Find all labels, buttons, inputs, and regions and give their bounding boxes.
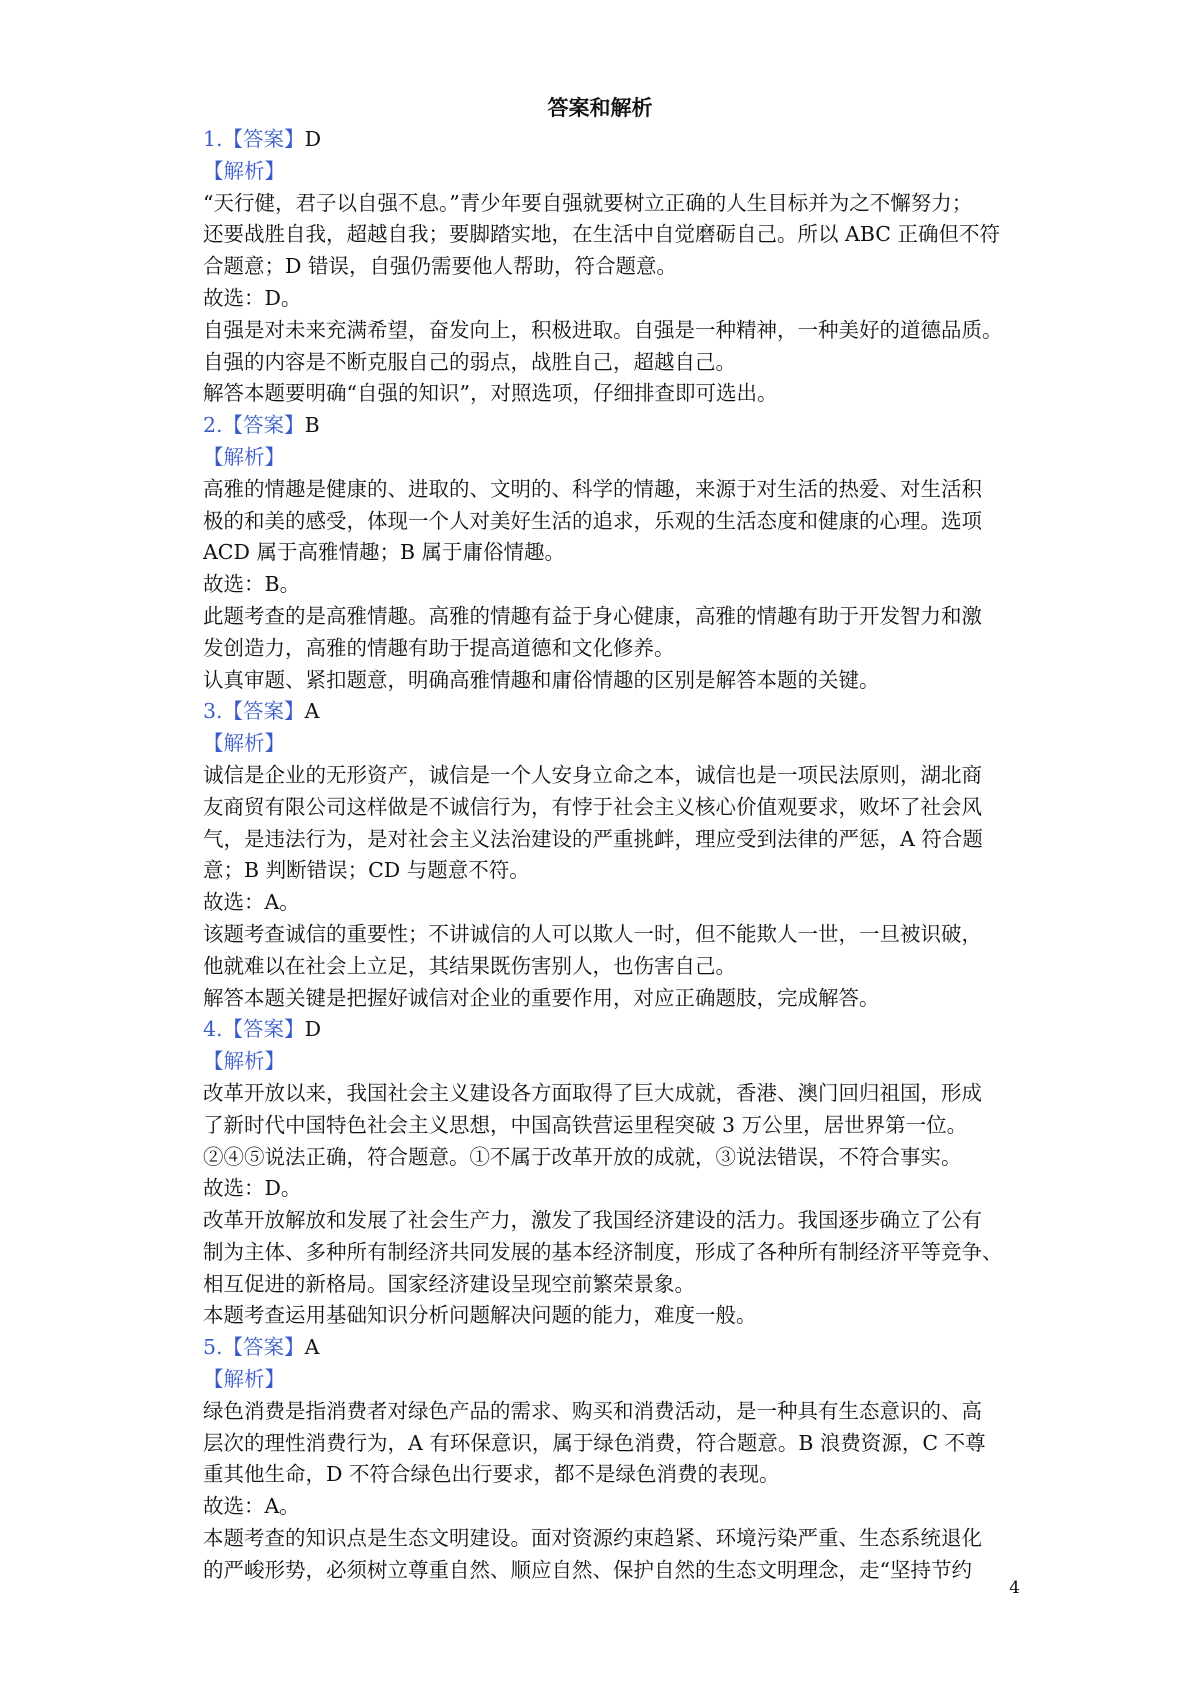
text-line [203,665,1003,697]
line-text: 发创造力，高雅的情趣有助于提高道德和文化修养。 [203,635,675,660]
line-text: 诚信是企业的无形资产，诚信是一个人安身立命之本，诚信也是一项民法原则，湖北商 [203,762,982,787]
line-text: 该题考查诚信的重要性；不讲诚信的人可以欺人一时，但不能欺人一世，一旦被识破， [203,921,982,946]
heading-line [203,1046,1003,1078]
text-line [203,633,1003,665]
line-text: 认真审题、紧扣题意，明确高雅情趣和庸俗情趣的区别是解答本题的关键。 [203,667,880,692]
heading-line [203,442,1003,474]
line-text: 重其他生命，D 不符合绿色出行要求，都不是绿色消费的表现。 [203,1462,780,1487]
line-text: A [304,1335,320,1360]
text-line [203,1428,1003,1460]
text-line [203,824,1003,856]
line-text: 高雅的情趣是健康的、进取的、文明的、科学的情趣，来源于对生活的热爱、对生活积 [203,476,982,501]
heading-line [203,696,1003,728]
text-line [203,219,1003,251]
text-line [203,919,1003,951]
line-text: 改革开放以来，我国社会主义建设各方面取得了巨大成就，香港、澳门回归祖国，形成 [203,1080,982,1105]
text-line [203,569,1003,601]
text-line [203,1555,1003,1587]
text-line [203,951,1003,983]
text-line [203,537,1003,569]
text-line [203,1459,1003,1491]
line-text: 极的和美的感受，体现一个人对美好生活的追求，乐观的生活态度和健康的心理。选项 [203,508,982,533]
answer-label: 【解析】 [203,158,285,183]
heading-line [203,124,1003,156]
heading-line [203,156,1003,188]
line-text: 气，是违法行为，是对社会主义法治建设的严重挑衅，理应受到法律的严惩，A 符合题 [203,826,983,851]
line-text: ACD 属于高雅情趣；B 属于庸俗情趣。 [203,540,566,565]
line-text: D [304,1017,321,1042]
text-line [203,1300,1003,1332]
text-line [203,887,1003,919]
line-text: 的严峻形势，必须树立尊重自然、顺应自然、保护自然的生态文明理念，走“坚持节约 [203,1557,972,1582]
line-text: 故选：A。 [203,1494,300,1519]
line-text: 他就难以在社会上立足，其结果既伤害别人，也伤害自己。 [203,953,736,978]
line-text: 故选：B。 [203,572,301,597]
line-text: 改革开放解放和发展了社会生产力，激发了我国经济建设的活力。我国逐步确立了公有 [203,1208,982,1233]
text-line [203,1205,1003,1237]
line-text: 故选：A。 [203,890,300,915]
answer-label: 【解析】 [203,1049,285,1074]
text-line [203,1173,1003,1205]
text-line [203,1142,1003,1174]
answer-label: 2.【答案】 [203,413,305,438]
text-line [203,792,1003,824]
text-line [203,1110,1003,1142]
line-text: D [304,127,321,151]
line-text: 制为主体、多种所有制经济共同发展的基本经济制度，形成了各种所有制经济平等竞争、 [203,1239,1003,1264]
line-text: 还要战胜自我，超越自我；要脚踏实地，在生活中自觉磨砺自己。所以 ABC 正确但不符 [203,222,1000,247]
text-line [203,983,1003,1015]
line-text: 层次的理性消费行为，A 有环保意识，属于绿色消费，符合题意。B 浪费资源，C 不尊 [203,1430,986,1455]
text-line [203,315,1003,347]
line-text: 友商贸有限公司这样做是不诚信行为，有悖于社会主义核心价值观要求，败坏了社会风 [203,794,982,819]
line-text: “天行健，君子以自强不息。”青少年要自强就要树立正确的人生目标并为之不懈努力； [203,190,973,215]
line-text: 本题考查运用基础知识分析问题解决问题的能力，难度一般。 [203,1303,757,1328]
answer-label: 5.【答案】 [203,1335,305,1360]
heading-line [203,1014,1003,1046]
line-text: ②④⑤说法正确，符合题意。①不属于改革开放的成就，③说法错误，不符合事实。 [203,1144,962,1169]
line-text: 故选：D。 [203,1176,302,1201]
heading-line [203,1364,1003,1396]
line-text: B [304,413,320,438]
text-line [203,855,1003,887]
text-line [203,1396,1003,1428]
answer-content [203,124,1003,1587]
line-text: 意；B 判断错误；CD 与题意不符。 [203,858,530,883]
line-text: 解答本题关键是把握好诚信对企业的重要作用，对应正确题肢，完成解答。 [203,985,880,1010]
text-line [203,1237,1003,1269]
line-text: 合题意；D 错误，自强仍需要他人帮助，符合题意。 [203,254,677,279]
heading-line [203,410,1003,442]
line-text: 自强的内容是不断克服自己的弱点，战胜自己，超越自己。 [203,349,736,374]
line-text: 了新时代中国特色社会主义思想，中国高铁营运里程突破 3 万公里，居世界第一位。 [203,1112,968,1137]
line-text: 此题考查的是高雅情趣。高雅的情趣有益于身心健康，高雅的情趣有助于开发智力和激 [203,603,982,628]
answer-label: 3.【答案】 [203,699,305,724]
answer-label: 【解析】 [203,1367,285,1392]
heading-line [203,728,1003,760]
heading-line [203,1332,1003,1364]
text-line [203,760,1003,792]
text-line [203,378,1003,410]
line-text: 相互促进的新格局。国家经济建设呈现空前繁荣景象。 [203,1271,695,1296]
line-text: 自强是对未来充满希望，奋发向上，积极进取。自强是一种精神，一种美好的道德品质。 [203,317,1003,342]
line-text: 解答本题要明确“自强的知识”，对照选项，仔细排查即可选出。 [203,381,778,406]
line-text: A [304,699,320,724]
text-line [203,1491,1003,1523]
text-line [203,1523,1003,1555]
text-line [203,601,1003,633]
page-number: 4 [1009,1578,1020,1598]
line-text: 故选：D。 [203,285,302,310]
page-title: 答案和解析 [547,96,653,120]
answer-label: 【解析】 [203,731,285,756]
answer-label: 1.【答案】 [203,127,305,151]
line-text: 本题考查的知识点是生态文明建设。面对资源约束趋紧、环境污染严重、生态系统退化 [203,1526,982,1551]
text-line [203,1269,1003,1301]
answer-label: 【解析】 [203,444,285,469]
text-line [203,188,1003,220]
text-line [203,1078,1003,1110]
text-line [203,283,1003,315]
text-line [203,251,1003,283]
answer-label: 4.【答案】 [203,1017,305,1042]
text-line [203,347,1003,379]
text-line [203,474,1003,506]
text-line [203,506,1003,538]
line-text: 绿色消费是指消费者对绿色产品的需求、购买和消费活动，是一种具有生态意识的、高 [203,1398,982,1423]
